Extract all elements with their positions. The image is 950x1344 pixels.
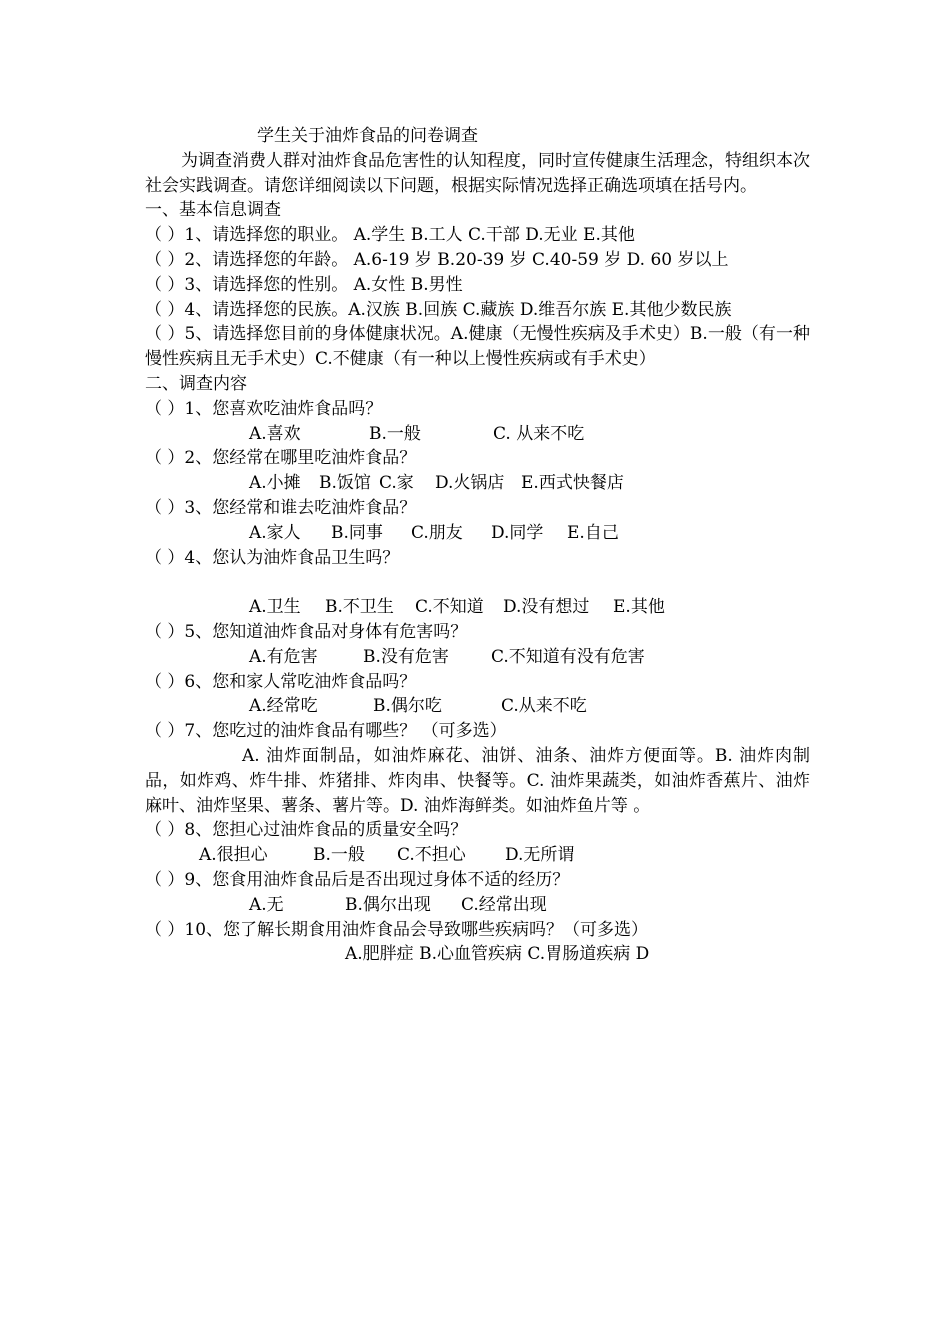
survey-question-9: （ ）9、您食用油炸食品后是否出现过身体不适的经历？	[145, 869, 570, 890]
basic-question-5: （ ）5、请选择您目前的身体健康状况。A.健康（无慢性疾病及手术史）B.一般（有一种慢性疾病且无手术史）C.不健康（有一种以上慢性疾病或有手术史）	[145, 324, 810, 370]
option: D.没有想过	[503, 597, 590, 618]
option: A.小摊	[249, 473, 301, 494]
survey-question-5: （ ）5、您知道油炸食品对身体有危害吗？	[145, 621, 468, 642]
option: C.不知道	[415, 597, 484, 618]
option: C.经常出现	[461, 894, 547, 915]
survey-question-9-options	[145, 893, 810, 918]
document-title: 学生关于油炸食品的问卷调查	[257, 126, 478, 146]
option: B.饭馆	[319, 473, 371, 494]
option: B.一般	[313, 845, 365, 866]
basic-question-4: （ ）4、请选择您的民族。A.汉族 B.回族 C.藏族 D.维吾尔族 E.其他少数民族	[145, 299, 732, 320]
option: D.火锅店	[435, 473, 505, 494]
survey-question-10: （ ）10、您了解长期食用油炸食品会导致哪些疾病吗？（可多选）	[145, 919, 649, 940]
option: C.朋友	[411, 522, 463, 543]
intro-paragraph: 为调查消费人群对油炸食品危害性的认知程度，同时宣传健康生活理念，特组织本次社会实践调查。请您详细阅读以下问题，根据实际情况选择正确选项填在括号内。	[145, 150, 810, 196]
option: C.从来不吃	[501, 696, 587, 717]
option: C.不担心	[397, 845, 466, 866]
survey-question-6-options	[145, 694, 810, 719]
option: A.无	[249, 894, 284, 915]
option: B.偶尔出现	[345, 894, 431, 915]
option: B.偶尔吃	[373, 696, 442, 717]
basic-question-1: （ ）1、请选择您的职业。 A.学生 B.工人 C.干部 D.无业 E.其他	[145, 225, 635, 246]
survey-question-10-options: A.肥胖症 B.心血管疾病 C.胃肠道疾病 D	[345, 944, 650, 965]
option: B.同事	[331, 522, 383, 543]
survey-question-2: （ ）2、您经常在哪里吃油炸食品？	[145, 448, 417, 469]
document-page	[145, 124, 810, 967]
survey-question-4: （ ）4、您认为油炸食品卫生吗？	[145, 547, 400, 568]
survey-question-5-options	[145, 645, 810, 670]
section-survey-heading: 二、调查内容	[145, 373, 247, 394]
basic-question-3: （ ）3、请选择您的性别。 A.女性 B.男性	[145, 274, 463, 295]
option: C.家	[379, 473, 414, 494]
survey-question-3: （ ）3、您经常和谁去吃油炸食品？	[145, 497, 417, 518]
option: C.不知道有没有危害	[491, 646, 645, 667]
survey-question-7-options: A. 油炸面制品，如油炸麻花、油饼、油条、油炸方便面等。B. 油炸肉制品，如炸鸡、炸牛排、炸猪排、炸肉串、快餐等。C. 油炸果蔬类，如油炸香蕉片、油炸麻叶、油炸坚果、薯条、薯片等。D. 油炸海鲜类。如油炸鱼片等 。	[145, 745, 810, 816]
option: A.卫生	[249, 597, 301, 618]
option: A.很担心	[199, 845, 268, 866]
option: A.家人	[249, 522, 301, 543]
survey-question-6: （ ）6、您和家人常吃油炸食品吗？	[145, 671, 417, 692]
option: C. 从来不吃	[493, 423, 585, 444]
option: A.喜欢	[249, 423, 301, 444]
survey-question-4-options	[145, 595, 810, 620]
section-basic-heading: 一、基本信息调查	[145, 200, 281, 221]
survey-question-1: （ ）1、您喜欢吃油炸食品吗？	[145, 398, 383, 419]
survey-question-3-options	[145, 521, 810, 546]
survey-question-8-options	[145, 843, 810, 868]
option: B.一般	[369, 423, 421, 444]
basic-question-2: （ ）2、请选择您的年龄。 A.6-19 岁 B.20-39 岁 C.40-59 岁 D. 60 岁以上	[145, 249, 729, 270]
option: D.无所谓	[505, 845, 575, 866]
option: D.同学	[491, 522, 544, 543]
survey-question-8: （ ）8、您担心过油炸食品的质量安全吗？	[145, 820, 468, 841]
option: A.有危害	[249, 646, 318, 667]
survey-question-7: （ ）7、您吃过的油炸食品有哪些？ （可多选）	[145, 721, 507, 742]
option: B.不卫生	[325, 597, 394, 618]
survey-question-1-options	[145, 422, 810, 447]
option: E.其他	[613, 597, 665, 618]
survey-question-2-options	[145, 471, 810, 496]
option: B.没有危害	[363, 646, 449, 667]
option: E.西式快餐店	[521, 473, 624, 494]
option: E.自己	[567, 522, 619, 543]
option: A.经常吃	[249, 696, 318, 717]
